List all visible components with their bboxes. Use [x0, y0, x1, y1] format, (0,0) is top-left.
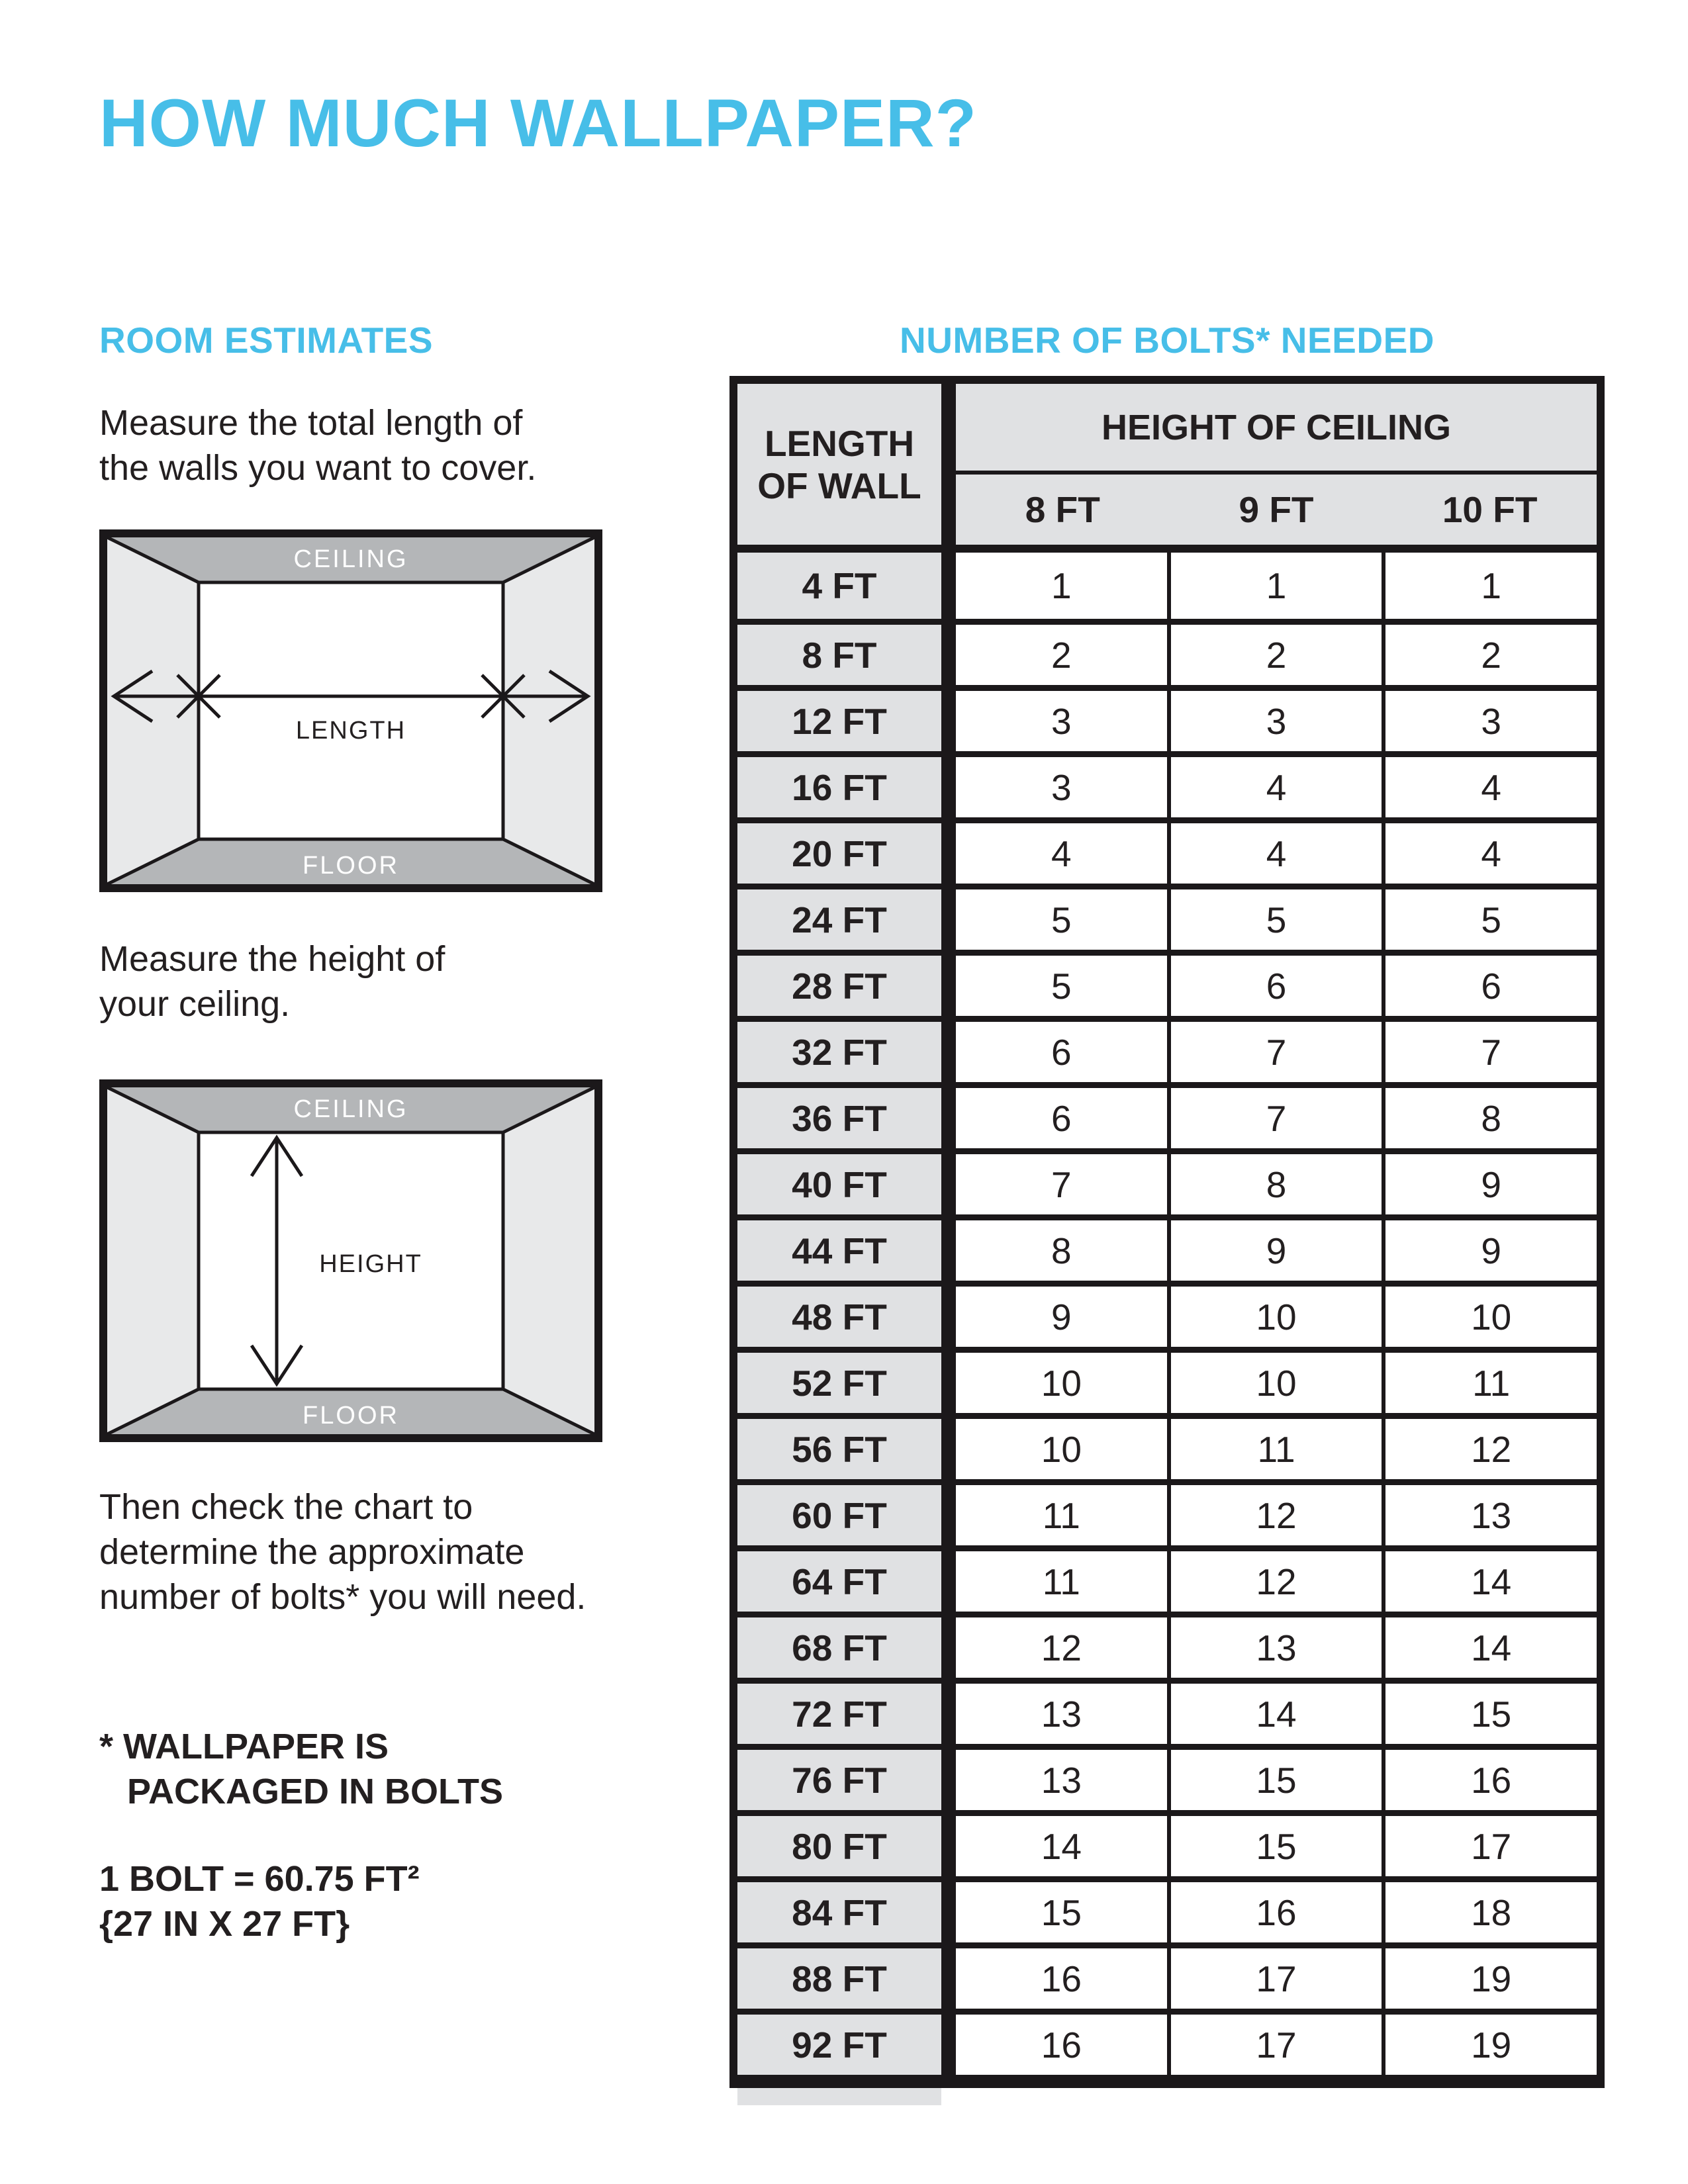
bolt-equivalence: 1 BOLT = 60.75 FT² [99, 1859, 420, 1899]
table-row [737, 1678, 1597, 1744]
instruction-length [99, 400, 536, 490]
bolt-count-cell: 15 [1171, 1816, 1386, 1876]
row-length-label: 20 FT [737, 823, 956, 884]
bolt-count-cell: 18 [1385, 1882, 1597, 1942]
bolts-table [729, 376, 1605, 2105]
bolt-count-cell: 11 [1385, 1353, 1597, 1413]
bolt-count-cell: 12 [1171, 1551, 1386, 1612]
row-length-label: 8 FT [737, 625, 956, 685]
text-line: Then check the chart to [99, 1487, 473, 1527]
room-length-diagram [99, 529, 602, 892]
bolt-count-cell: 16 [1385, 1750, 1597, 1810]
right-wall-surface [503, 1087, 594, 1434]
bolt-count-cell: 3 [956, 691, 1171, 751]
row-length-label: 76 FT [737, 1750, 956, 1810]
table-row [737, 1545, 1597, 1612]
bolt-count-cell: 4 [1385, 757, 1597, 817]
table-row [737, 1876, 1597, 1942]
room-perspective-svg [99, 529, 602, 892]
row-length-label: 92 FT [737, 2015, 956, 2075]
table-row [737, 1942, 1597, 2009]
bolt-count-cell: 15 [1385, 1684, 1597, 1744]
page-title: HOW MUCH WALLPAPER? [99, 85, 977, 161]
bolt-count-cell: 3 [1385, 691, 1597, 751]
table-row [737, 1347, 1597, 1413]
bolt-count-cell: 15 [956, 1882, 1171, 1942]
row-length-label: 64 FT [737, 1551, 956, 1612]
instruction-height [99, 936, 445, 1026]
table-row [737, 1810, 1597, 1876]
row-length-label: 32 FT [737, 1022, 956, 1082]
bolt-count-cell: 9 [1385, 1154, 1597, 1214]
bolt-count-cell: 10 [956, 1419, 1171, 1479]
bolt-count-cell: 12 [1385, 1419, 1597, 1479]
bolt-count-cell: 1 [1171, 553, 1386, 619]
bolt-count-cell: 4 [1171, 757, 1386, 817]
bolt-count-cell: 10 [1171, 1287, 1386, 1347]
text-line: * WALLPAPER IS [99, 1727, 389, 1766]
bolt-count-cell: 3 [1171, 691, 1386, 751]
bolt-count-cell: 4 [1171, 823, 1386, 884]
bolt-count-cell: 6 [1385, 956, 1597, 1016]
row-length-label: 68 FT [737, 1617, 956, 1678]
ceiling-label: CEILING [293, 1095, 408, 1123]
bolt-count-cell: 5 [956, 889, 1171, 950]
bolt-count-cell: 17 [1171, 2015, 1386, 2075]
height-of-ceiling-header: HEIGHT OF CEILING [956, 384, 1597, 475]
row-length-label: 16 FT [737, 757, 956, 817]
table-row [737, 751, 1597, 817]
bolt-count-cell: 19 [1385, 1948, 1597, 2009]
table-row [737, 817, 1597, 884]
text-line: Measure the height of [99, 939, 445, 979]
bolt-count-cell: 9 [1385, 1220, 1597, 1281]
text-line: your ceiling. [99, 984, 291, 1024]
bolt-count-cell: 9 [956, 1287, 1171, 1347]
bolt-count-cell: 11 [956, 1551, 1171, 1612]
bolt-count-cell: 12 [1171, 1485, 1386, 1545]
bolt-count-cell: 11 [956, 1485, 1171, 1545]
bolt-count-cell: 8 [1171, 1154, 1386, 1214]
row-length-label: 48 FT [737, 1287, 956, 1347]
bolt-count-cell: 6 [1171, 956, 1386, 1016]
bolt-count-cell: 5 [956, 956, 1171, 1016]
bolt-count-cell: 10 [1385, 1287, 1597, 1347]
bolt-count-cell: 10 [1171, 1353, 1386, 1413]
table-row [737, 950, 1597, 1016]
length-dimension-label: LENGTH [295, 717, 406, 745]
table-row [737, 1744, 1597, 1810]
text-line: the walls you want to cover. [99, 448, 537, 488]
bolt-count-cell: 13 [1171, 1617, 1386, 1678]
table-row [737, 1214, 1597, 1281]
table-top-border [729, 376, 1605, 384]
row-length-label: 84 FT [737, 1882, 956, 1942]
bolt-count-cell: 13 [956, 1684, 1171, 1744]
bolt-size-info [99, 1856, 420, 1946]
row-length-label: 24 FT [737, 889, 956, 950]
bolt-count-cell: 1 [956, 553, 1171, 619]
bolt-count-cell: 7 [1385, 1022, 1597, 1082]
bolt-count-cell: 3 [956, 757, 1171, 817]
table-row [737, 553, 1597, 619]
bolt-dimensions: {27 IN X 27 FT} [99, 1904, 350, 1944]
bolt-count-cell: 14 [1385, 1617, 1597, 1678]
row-length-label: 52 FT [737, 1353, 956, 1413]
bolt-count-cell: 13 [956, 1750, 1171, 1810]
floor-label: FLOOR [303, 1402, 399, 1430]
bolt-count-cell: 16 [1171, 1882, 1386, 1942]
bolt-count-cell: 12 [956, 1617, 1171, 1678]
table-row [737, 1479, 1597, 1545]
table-row [737, 884, 1597, 950]
row-length-label: 28 FT [737, 956, 956, 1016]
text-line: determine the approximate [99, 1532, 525, 1572]
bolt-count-cell: 11 [1171, 1419, 1386, 1479]
row-length-label: 40 FT [737, 1154, 956, 1214]
bolt-count-cell: 13 [1385, 1485, 1597, 1545]
table-row [737, 1281, 1597, 1347]
table-row [737, 2009, 1597, 2075]
row-length-label: 44 FT [737, 1220, 956, 1281]
column-header-8ft: 8 FT [1025, 489, 1100, 530]
table-row [737, 1082, 1597, 1148]
table-header [729, 384, 1605, 545]
table-bottom-border [729, 2075, 1605, 2088]
table-row [737, 685, 1597, 751]
bolt-count-cell: 6 [956, 1022, 1171, 1082]
bolt-count-cell: 14 [1385, 1551, 1597, 1612]
row-length-label: 80 FT [737, 1816, 956, 1876]
left-wall-surface [107, 1087, 199, 1434]
text-line: PACKAGED IN BOLTS [127, 1772, 504, 1811]
bolt-count-cell: 17 [1171, 1948, 1386, 2009]
bolt-count-cell: 10 [956, 1353, 1171, 1413]
bolt-count-cell: 7 [1171, 1022, 1386, 1082]
text-line: number of bolts* you will need. [99, 1577, 586, 1617]
table-row [737, 619, 1597, 685]
bolt-count-cell: 8 [956, 1220, 1171, 1281]
table-rows [729, 545, 1605, 2075]
bolt-count-cell: 4 [956, 823, 1171, 884]
row-length-label: 36 FT [737, 1088, 956, 1148]
instruction-chart [99, 1484, 586, 1619]
bolt-count-cell: 2 [956, 625, 1171, 685]
floor-label: FLOOR [303, 852, 399, 880]
row-length-label: 72 FT [737, 1684, 956, 1744]
bolt-count-cell: 4 [1385, 823, 1597, 884]
column-header-10ft: 10 FT [1442, 489, 1538, 530]
room-estimates-heading: ROOM ESTIMATES [99, 320, 434, 361]
text-line: Measure the total length of [99, 403, 523, 443]
label-column-tail [737, 2088, 941, 2105]
bolt-count-cell: 19 [1385, 2015, 1597, 2075]
row-length-label: 56 FT [737, 1419, 956, 1479]
row-length-label: 88 FT [737, 1948, 956, 2009]
table-row [737, 1016, 1597, 1082]
bolt-count-cell: 16 [956, 2015, 1171, 2075]
bolt-count-cell: 2 [1385, 625, 1597, 685]
back-wall [199, 582, 503, 839]
bolt-count-cell: 14 [1171, 1684, 1386, 1744]
bolt-count-cell: 2 [1171, 625, 1386, 685]
bolt-count-cell: 9 [1171, 1220, 1386, 1281]
bolt-count-cell: 6 [956, 1088, 1171, 1148]
table-row [737, 1612, 1597, 1678]
bolt-count-cell: 8 [1385, 1088, 1597, 1148]
bolts-needed-heading: NUMBER OF BOLTS* NEEDED [899, 320, 1434, 361]
row-length-label: 12 FT [737, 691, 956, 751]
bolt-count-cell: 14 [956, 1816, 1171, 1876]
bolt-count-cell: 5 [1171, 889, 1386, 950]
length-of-wall-header: LENGTH OF WALL [737, 384, 956, 545]
bolt-count-cell: 7 [956, 1154, 1171, 1214]
bolt-count-cell: 17 [1385, 1816, 1597, 1876]
bolt-count-cell: 15 [1171, 1750, 1386, 1810]
row-length-label: 4 FT [737, 553, 956, 619]
table-row [737, 1413, 1597, 1479]
table-row [737, 1148, 1597, 1214]
bolt-count-cell: 16 [956, 1948, 1171, 2009]
column-header-9ft: 9 FT [1239, 489, 1314, 530]
room-height-diagram [99, 1079, 602, 1442]
bolt-count-cell: 5 [1385, 889, 1597, 950]
bolt-count-cell: 1 [1385, 553, 1597, 619]
bolt-count-cell: 7 [1171, 1088, 1386, 1148]
height-dimension-label: HEIGHT [319, 1250, 422, 1278]
bolts-footnote [99, 1724, 503, 1814]
row-length-label: 60 FT [737, 1485, 956, 1545]
ceiling-label: CEILING [293, 545, 408, 573]
